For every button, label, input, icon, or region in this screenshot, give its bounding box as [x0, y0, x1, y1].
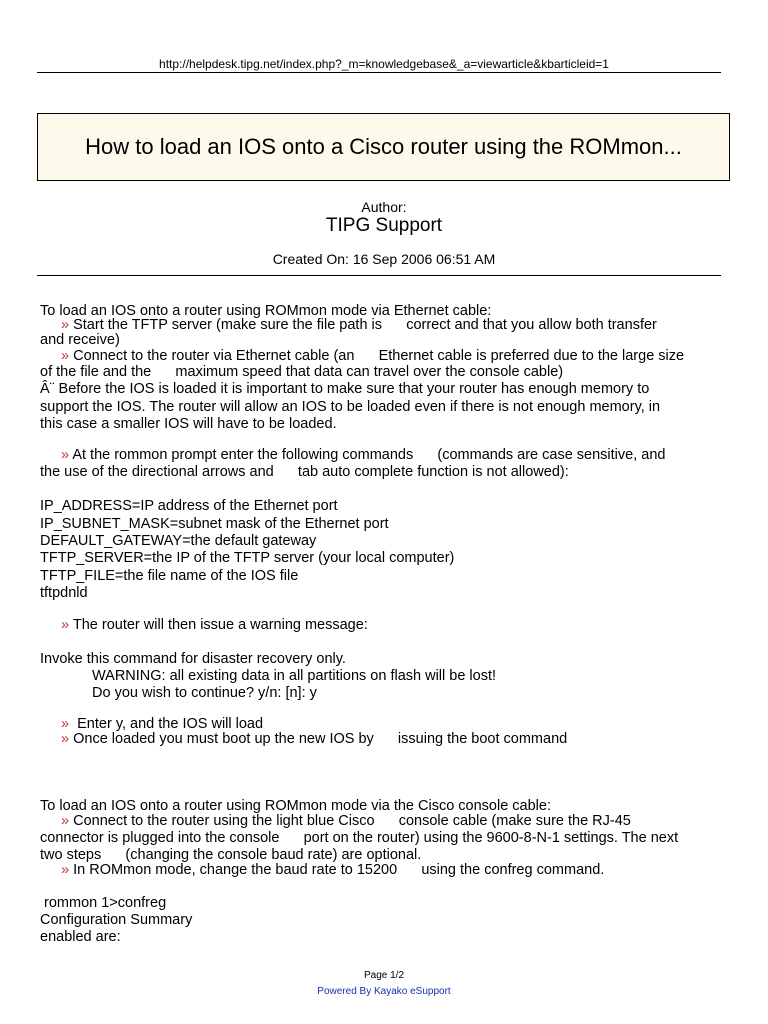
prompt-line: Do you wish to continue? y/n: [n]: y — [92, 685, 317, 701]
body-line: To load an IOS onto a router using ROMmon mode via Ethernet cable: — [40, 303, 492, 319]
code-line: TFTP_SERVER=the IP of the TFTP server (your local computer) — [40, 550, 455, 566]
bullet-text: The router will then issue a warning message: — [72, 617, 368, 633]
code-line: IP_ADDRESS=IP address of the Ethernet port — [40, 498, 338, 514]
bullet-item — [61, 317, 657, 334]
bullet-item — [61, 731, 567, 748]
bullet-arrow-icon: » — [61, 813, 70, 829]
bullet-arrow-icon: » — [61, 731, 70, 747]
body-line: Invoke this command for disaster recovery only. — [40, 651, 346, 667]
body-line: Configuration Summary — [40, 912, 193, 928]
warning-line: WARNING: all existing data in all partitions on flash will be lost! — [92, 668, 497, 684]
bullet-arrow-icon: » — [61, 447, 70, 463]
body-line: connector is plugged into the console port on the router) using the 9600-8-N-1 settings. The next — [40, 830, 679, 846]
body-line: this case a smaller IOS will have to be loaded. — [40, 416, 337, 432]
author-label: Author: — [361, 199, 407, 215]
bullet-text: Connect to the router using the light blue Cisco console cable (make sure the RJ-45 — [73, 813, 631, 829]
body-line: two steps (changing the console baud rate) are optional. — [40, 847, 422, 863]
code-line: rommon 1>confreg — [40, 895, 167, 911]
bullet-arrow-icon: » — [61, 862, 70, 878]
body-line: the use of the directional arrows and tab auto complete function is not allowed): — [40, 464, 569, 480]
bullet-arrow-icon: » — [61, 348, 70, 364]
author-divider — [37, 275, 721, 276]
bullet-arrow-icon: » — [61, 617, 70, 633]
created-date: Created On: 16 Sep 2006 06:51 AM — [272, 251, 496, 267]
bullet-text: In ROMmon mode, change the baud rate to 15200 using the confreg command. — [73, 862, 605, 878]
bullet-item — [61, 617, 368, 634]
body-line: enabled are: — [40, 929, 121, 945]
bullet-item — [61, 862, 604, 879]
body-line: support the IOS. The router will allow an IOS to be loaded even if there is not enough memory, in — [40, 399, 661, 415]
code-line: DEFAULT_GATEWAY=the default gateway — [40, 533, 317, 549]
code-line: IP_SUBNET_MASK=subnet mask of the Ethernet port — [40, 516, 389, 532]
bullet-arrow-icon: » — [61, 317, 70, 333]
body-line: To load an IOS onto a router using ROMmon mode via the Cisco console cable: — [40, 798, 551, 814]
article-title-box — [37, 113, 730, 181]
powered-by-link[interactable]: Powered By Kayako eSupport — [317, 986, 451, 997]
page-number: Page 1/2 — [363, 970, 405, 981]
code-line: TFTP_FILE=the file name of the IOS file — [40, 568, 299, 584]
bullet-text: Start the TFTP server (make sure the file path is correct and that you allow both transfer — [73, 317, 657, 333]
article-title: How to load an IOS onto a Cisco router using the ROMmon... — [85, 134, 682, 159]
bullet-text: Connect to the router via Ethernet cable (an Ethernet cable is preferred due to the large size — [73, 348, 685, 364]
code-line: tftpdnld — [40, 585, 88, 601]
body-line: of the file and the maximum speed that data can travel over the console cable) — [40, 364, 564, 380]
bullet-text: At the rommon prompt enter the following commands (commands are case sensitive, and — [72, 447, 666, 463]
author-name: TIPG Support — [325, 215, 443, 236]
bullet-text: Once loaded you must boot up the new IOS by issuing the boot command — [73, 731, 568, 747]
bullet-item — [61, 447, 665, 464]
bullet-item — [61, 813, 631, 830]
bullet-text: Enter y, and the IOS will load — [73, 716, 264, 732]
page-url: http://helpdesk.tipg.net/index.php?_m=knowledgebase&_a=viewarticle&kbarticleid=1 — [159, 57, 609, 71]
bullet-arrow-icon: » — [61, 716, 70, 732]
bullet-item — [61, 348, 684, 365]
body-line: Â¨ Before the IOS is loaded it is important to make sure that your router has enough memory to — [40, 381, 650, 397]
body-line: and receive) — [40, 332, 120, 348]
header-divider — [37, 72, 721, 73]
